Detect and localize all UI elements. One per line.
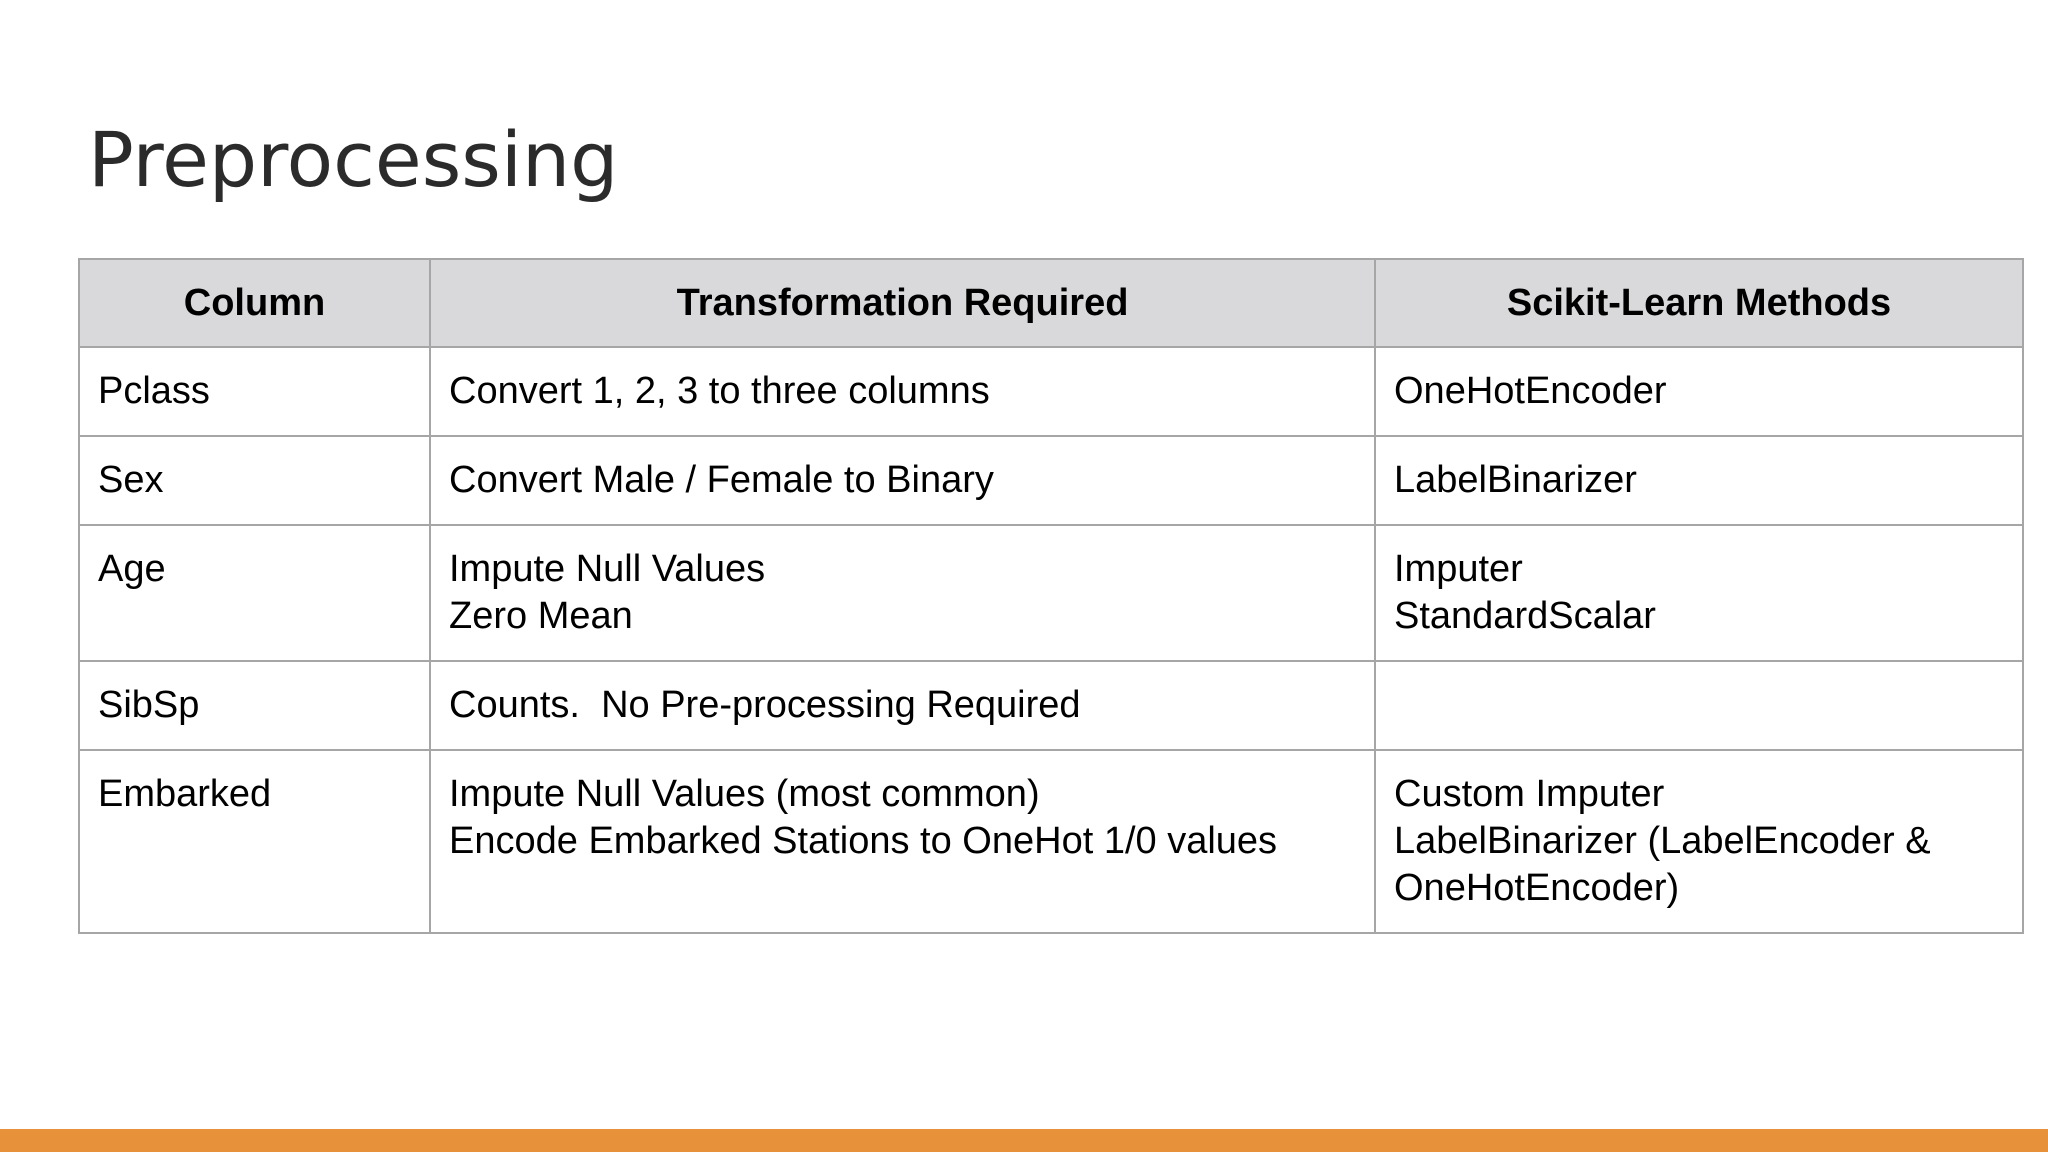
cell-column	[79, 750, 430, 933]
cell-methods	[1375, 661, 2023, 750]
header-transformation: Transformation Required	[430, 259, 1375, 347]
cell-column	[79, 661, 430, 750]
cell-text: Encode Embarked Stations to OneHot 1/0 values	[449, 820, 1278, 862]
bottom-accent-bar	[0, 1129, 2048, 1152]
cell-transformation	[430, 750, 1375, 933]
cell-transformation	[430, 661, 1375, 750]
cell-text	[1394, 682, 2004, 729]
cell-column	[79, 347, 430, 436]
cell-methods	[1375, 436, 2023, 525]
cell-text: SibSp	[98, 684, 200, 726]
table-row	[79, 661, 2023, 750]
cell-text: LabelBinarizer (LabelEncoder & OneHotEncoder)	[1394, 820, 1942, 909]
cell-column	[79, 436, 430, 525]
cell-transformation	[430, 347, 1375, 436]
cell-transformation	[430, 525, 1375, 661]
cell-text: Impute Null Values (most common)	[449, 773, 1040, 815]
cell-column	[79, 525, 430, 661]
cell-text: Custom Imputer	[1394, 773, 1665, 815]
cell-text: LabelBinarizer	[1394, 459, 1637, 501]
cell-text: Convert Male / Female to Binary	[449, 459, 994, 501]
cell-text: Impute Null Values	[449, 548, 766, 590]
preprocessing-table	[78, 258, 2024, 934]
slide-title: Preprocessing	[88, 115, 619, 204]
cell-text: Convert 1, 2, 3 to three columns	[449, 370, 990, 412]
table-row	[79, 347, 2023, 436]
table-row	[79, 525, 2023, 661]
header-column: Column	[79, 259, 430, 347]
cell-text: Embarked	[98, 773, 272, 815]
cell-methods	[1375, 525, 2023, 661]
header-methods: Scikit-Learn Methods	[1375, 259, 2023, 347]
table-row	[79, 436, 2023, 525]
cell-text: Counts. No Pre-processing Required	[449, 684, 1081, 726]
cell-methods	[1375, 750, 2023, 933]
cell-text: Age	[98, 548, 166, 590]
cell-methods	[1375, 347, 2023, 436]
cell-text: OneHotEncoder	[1394, 370, 1667, 412]
table-header-row	[79, 259, 2023, 347]
cell-text: Imputer	[1394, 548, 1523, 590]
cell-text: Pclass	[98, 370, 210, 412]
cell-transformation	[430, 436, 1375, 525]
table-row	[79, 750, 2023, 933]
cell-text: Sex	[98, 459, 164, 501]
cell-text: StandardScalar	[1394, 595, 1656, 637]
cell-text: Zero Mean	[449, 595, 633, 637]
